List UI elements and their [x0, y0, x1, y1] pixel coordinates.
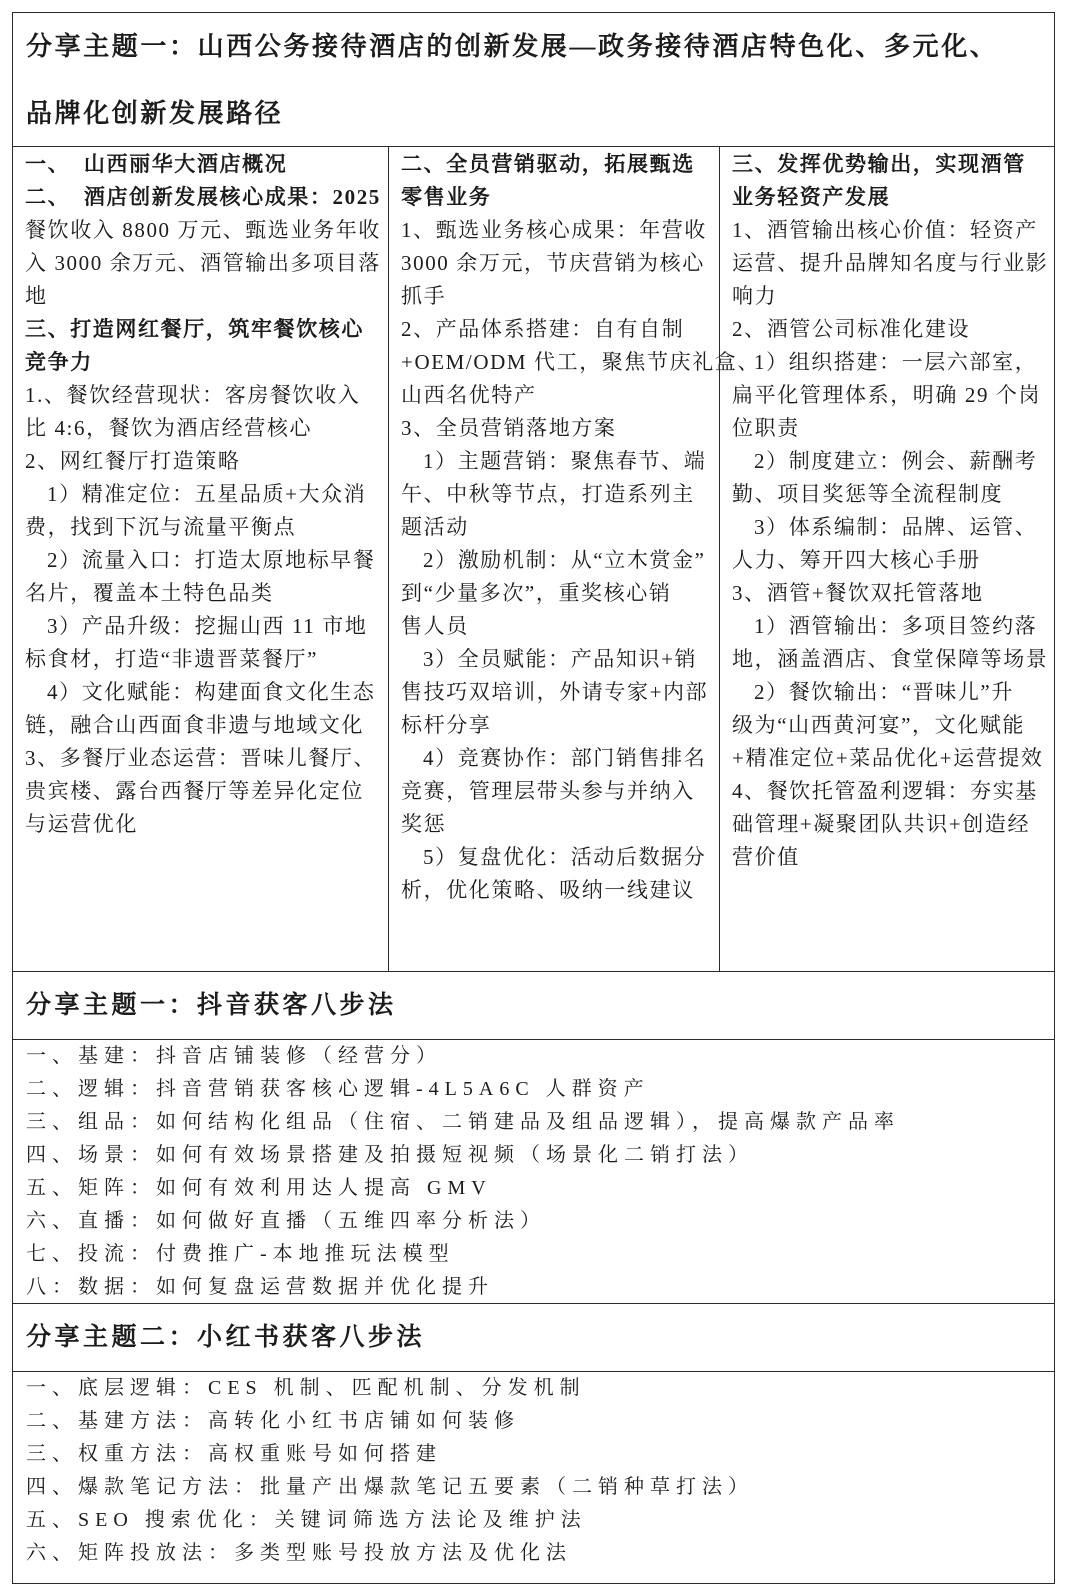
xiaohongshu-step-item: 二、基建方法：高转化小红书店铺如何装修	[26, 1410, 520, 1432]
column-text-line: 餐饮收入 8800 万元、甄选业务年收	[25, 218, 381, 242]
column-subitem-line: 3）全员赋能：产品知识+销	[423, 647, 698, 671]
column-text-line: 1、甄选业务核心成果：年营收	[401, 218, 707, 242]
column-text-line: 人力、筹开四大核心手册	[732, 548, 981, 572]
section2-header	[13, 971, 1054, 1039]
column-text-line: +精准定位+菜品优化+运营提效	[732, 746, 1044, 770]
column-text-line: 3、多餐厅业态运营：晋味儿餐厅、	[25, 746, 377, 770]
column-text-line: 贵宾楼、露台西餐厅等差异化定位	[25, 779, 364, 803]
column-text-line: 标杆分享	[401, 713, 492, 737]
column-heading: 竞争力	[25, 350, 93, 374]
xiaohongshu-steps-list	[13, 1371, 1054, 1583]
column-text-line: 抓手	[401, 284, 447, 308]
douyin-step-item: 五、矩阵：如何有效利用达人提高 GMV	[26, 1177, 492, 1199]
column-text-line: 比 4:6，餐饮为酒店经营核心	[25, 416, 313, 440]
column-text-line: 2、酒管公司标准化建设	[732, 317, 971, 341]
column-text-line: 3、全员营销落地方案	[401, 416, 617, 440]
column-heading: 三、发挥优势输出，实现酒管	[732, 152, 1026, 176]
xiaohongshu-step-item: 六、矩阵投放法：多类型账号投放方法及优化法	[26, 1542, 572, 1564]
column-heading: 业务轻资产发展	[732, 185, 891, 209]
column-text-line: 标食材，打造“非遗晋菜餐厅”	[25, 647, 319, 671]
column-text-line: 2、网红餐厅打造策略	[25, 449, 241, 473]
column-heading: 二、 酒店创新发展核心成果：2025	[25, 185, 381, 209]
column-text-line: 奖惩	[401, 812, 447, 836]
xiaohongshu-step-item: 一、底层逻辑：CES 机制、匹配机制、分发机制	[26, 1377, 586, 1399]
douyin-step-item: 三、组品：如何结构化组品（住宿、二销建品及组品逻辑），提高爆款产品率	[26, 1111, 900, 1133]
column-text-line: 3000 余万元，节庆营销为核心	[401, 251, 705, 275]
xiaohongshu-step-item: 三、权重方法：高权重账号如何搭建	[26, 1443, 442, 1465]
column-text-line: 售人员	[401, 614, 469, 638]
column-text-line: 到“少量多次”，重奖核心销	[401, 581, 672, 605]
column-text-line: 费，找到下沉与流量平衡点	[25, 515, 297, 539]
column-text-line: 4、餐饮托管盈利逻辑：夯实基	[732, 779, 1038, 803]
column-text-line: 营价值	[732, 845, 800, 869]
column-subitem-line: 3）产品升级：挖掘山西 11 市地	[47, 614, 368, 638]
xiaohongshu-step-item: 五、SEO 搜索优化：关键词筛选方法论及维护法	[26, 1509, 587, 1531]
douyin-step-item: 二、逻辑：抖音营销获客核心逻辑-4L5A6C 人群资产	[26, 1078, 650, 1100]
douyin-step-item: 一、基建：抖音店铺装修（经营分）	[26, 1045, 442, 1067]
column-heading: 一、 山西丽华大酒店概况	[25, 152, 288, 176]
section1-title-line: 分享主题一：山西公务接待酒店的创新发展—政务接待酒店特色化、多元化、	[26, 32, 999, 61]
section3-title: 分享主题二：小红书获客八步法	[26, 1324, 426, 1351]
column-text-line: 3、酒管+餐饮双托管落地	[732, 581, 984, 605]
column-text-line: 运营、提升品牌知名度与行业影	[732, 251, 1049, 275]
column-text-line: 午、中秋等节点，打造系列主	[401, 482, 695, 506]
column-text-line: +OEM/ODM 代工，聚焦节庆礼盒、	[401, 350, 760, 374]
column-subitem-line: 2）制度建立：例会、薪酬考	[754, 449, 1038, 473]
column-text-line: 础管理+凝聚团队共识+创造经	[732, 812, 1031, 836]
column-text-line: 山西名优特产	[401, 383, 537, 407]
column-text-line: 响力	[732, 284, 778, 308]
column-subitem-line: 3）体系编制：品牌、运管、	[754, 515, 1038, 539]
column-text-line: 2、产品体系搭建：自有自制	[401, 317, 685, 341]
douyin-steps-list	[13, 1039, 1054, 1303]
column-text-line: 析，优化策略、吸纳一线建议	[401, 878, 695, 902]
douyin-step-item: 六、直播：如何做好直播（五维四率分析法）	[26, 1210, 546, 1232]
column-subitem-line: 5）复盘优化：活动后数据分	[423, 845, 707, 869]
column-text-line: 1、酒管输出核心价值：轻资产	[732, 218, 1038, 242]
section1-columns	[13, 146, 1054, 971]
column-subitem-line: 2）流量入口：打造太原地标早餐	[47, 548, 376, 572]
column-text-line: 竞赛，管理层带头参与并纳入	[401, 779, 695, 803]
column-text-line: 题活动	[401, 515, 469, 539]
column-heading: 二、全员营销驱动，拓展甄选	[401, 152, 695, 176]
xiaohongshu-step-item: 四、爆款笔记方法：批量产出爆款笔记五要素（二销种草打法）	[26, 1476, 754, 1498]
column-subitem-line: 1）主题营销：聚焦春节、端	[423, 449, 707, 473]
column-subitem-line: 4）文化赋能：构建面食文化生态	[47, 680, 376, 704]
section2-title: 分享主题一：抖音获客八步法	[26, 992, 397, 1019]
column-text-line: 位职责	[732, 416, 800, 440]
column-hotel-management-output	[719, 147, 1054, 971]
column-text-line: 售技巧双培训，外请专家+内部	[401, 680, 709, 704]
column-text-line: 与运营优化	[25, 812, 138, 836]
column-text-line: 地，涵盖酒店、食堂保障等场景	[732, 647, 1049, 671]
column-heading: 零售业务	[401, 185, 492, 209]
douyin-step-item: 七、投流：付费推广-本地推玩法模型	[26, 1243, 455, 1265]
column-text-line: 级为“山西黄河宴”，文化赋能	[732, 713, 1026, 737]
column-text-line: 1.、餐饮经营现状：客房餐饮收入	[25, 383, 361, 407]
column-hotel-overview	[13, 147, 388, 971]
section3-header	[13, 1303, 1054, 1371]
column-subitem-line: 1）组织搭建：一层六部室，	[754, 350, 1038, 374]
section1-title-line: 品牌化创新发展路径	[26, 99, 284, 128]
column-subitem-line: 1）酒管输出：多项目签约落	[754, 614, 1038, 638]
column-subitem-line: 2）激励机制：从“立木赏金”	[423, 548, 706, 572]
column-text-line: 链，融合山西面食非遗与地域文化	[25, 713, 364, 737]
section1-header	[13, 13, 1054, 146]
column-subitem-line: 1）精准定位：五星品质+大众消	[47, 482, 367, 506]
douyin-step-item: 八：数据：如何复盘运营数据并优化提升	[26, 1276, 494, 1298]
agenda-table	[12, 12, 1055, 1584]
column-text-line: 扁平化管理体系，明确 29 个岗	[732, 383, 1042, 407]
column-text-line: 入 3000 余万元、酒管输出多项目落	[25, 251, 381, 275]
column-text-line: 名片，覆盖本土特色品类	[25, 581, 274, 605]
column-text-line: 地	[25, 284, 48, 308]
column-subitem-line: 2）餐饮输出：“晋味儿”升	[754, 680, 1014, 704]
column-text-line: 勤、项目奖惩等全流程制度	[732, 482, 1004, 506]
column-subitem-line: 4）竞赛协作：部门销售排名	[423, 746, 707, 770]
column-heading: 三、打造网红餐厅，筑牢餐饮核心	[25, 317, 364, 341]
douyin-step-item: 四、场景：如何有效场景搭建及拍摄短视频（场景化二销打法）	[26, 1144, 754, 1166]
